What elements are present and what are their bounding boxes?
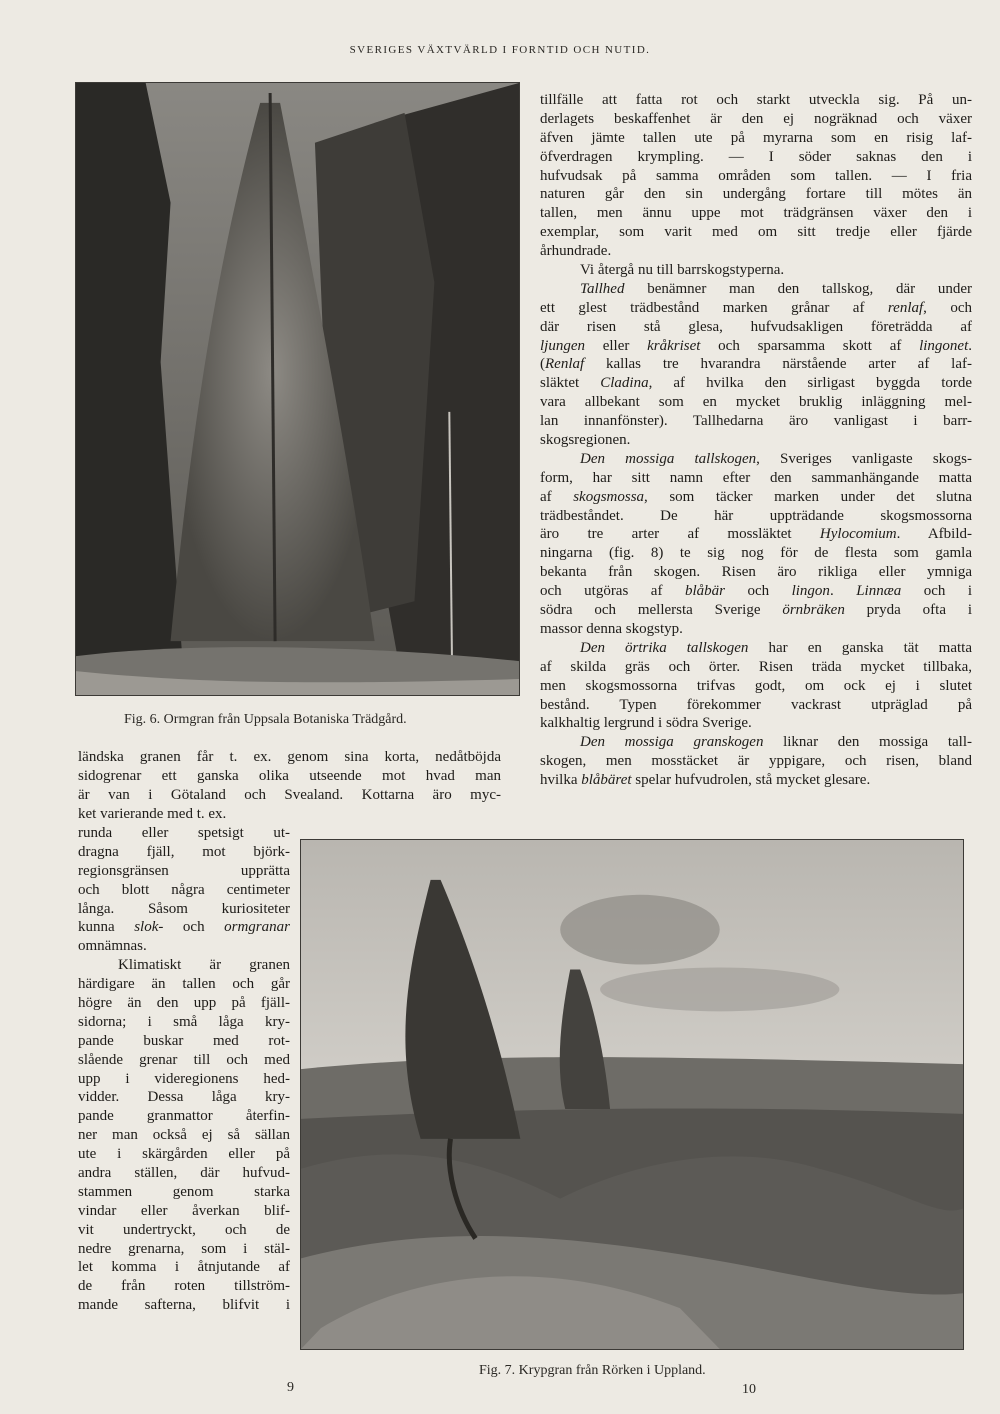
left-text-wide bbox=[78, 748, 501, 824]
text-line: sidorna; i små låga kry- bbox=[78, 1013, 290, 1030]
text-line: form, har sitt namn efter den sammanhängande matta bbox=[540, 469, 972, 486]
text-line: ner man också ej så sällan bbox=[78, 1127, 290, 1144]
text-line: massor denna skogstyp. bbox=[540, 620, 683, 637]
text-line: Vi återgå nu till barrskogstyperna. bbox=[580, 262, 785, 279]
text-line: skogen, men mosstäcket är yppigare, och risen, bland bbox=[540, 753, 972, 770]
figure-7-caption: Fig. 7. Krypgran från Rörken i Uppland. bbox=[479, 1363, 706, 1378]
text-line: bekanta från skogen. Risen äro rikliga eller ymniga bbox=[540, 564, 972, 581]
page-number-left: 9 bbox=[287, 1380, 294, 1395]
text-line: naturen går den sin undergång fortare till mötes än bbox=[540, 186, 972, 203]
text-line: derlagets beskaffenhet är den ej nogräknad och växer bbox=[540, 110, 972, 127]
text-line: kunna slok- och ormgranar bbox=[78, 919, 290, 936]
text-line: ningarna (fig. 8) te sig nog för de flesta som gamla bbox=[540, 545, 972, 562]
text-line: omnämnas. bbox=[78, 938, 147, 955]
text-line: Tallhed benämner man den tallskog, där under bbox=[580, 280, 972, 297]
text-line: hvilka blåbäret spelar hufvudrolen, stå mycket glesare. bbox=[540, 772, 871, 789]
text-line: Klimatiskt är granen bbox=[118, 957, 290, 974]
text-line: århundrade. bbox=[540, 243, 612, 260]
text-line: ute i skärgården eller på bbox=[78, 1146, 290, 1163]
text-line: mande safterna, blifvit i bbox=[78, 1297, 290, 1314]
text-line: let komma i åtnjutande af bbox=[78, 1259, 290, 1276]
text-line: (Renlaf kallas tre hvarandra närstående arter af laf- bbox=[540, 356, 972, 373]
text-line: de från roten tillström- bbox=[78, 1278, 290, 1295]
text-line: upp i videregionens hed- bbox=[78, 1070, 290, 1087]
text-line: högre än den upp på fjäll- bbox=[78, 995, 290, 1012]
text-line: af skilda gräs och örter. Risen träda mycket tillbaka, bbox=[540, 658, 972, 675]
text-line: och utgöras af blåbär och lingon. Linnæa och i bbox=[540, 583, 973, 600]
text-line: sidogrenar ett ganska olika utseende mot hvad man bbox=[78, 767, 501, 784]
text-line: Den mossiga granskogen liknar den mossiga tall- bbox=[580, 734, 973, 751]
text-line: nedre grenarna, som i stäl- bbox=[78, 1240, 290, 1257]
text-line: dragna fjäll, mot björk- bbox=[78, 843, 290, 860]
text-line: andra ställen, där hufvud- bbox=[78, 1165, 290, 1182]
text-line: hufvudsak på samma områden som tallen. — I fria bbox=[540, 167, 972, 184]
text-line: slående grenar till och med bbox=[78, 1051, 290, 1068]
text-line: äfven jämte tallen ute på myrarna som en risig laf- bbox=[540, 129, 972, 146]
text-line: stammen genom starka bbox=[78, 1183, 290, 1200]
text-line: öfverdragen krympling. — I söder saknas den i bbox=[540, 148, 972, 165]
text-line: runda eller spetsigt ut- bbox=[78, 825, 290, 841]
text-line: ket varierande med t. ex. bbox=[78, 805, 227, 822]
text-line: ljungen eller kråkriset och sparsamma skott af lingonet. bbox=[540, 337, 972, 354]
text-line: ett glest trädbestånd marken grånar af renlaf, och bbox=[540, 299, 972, 316]
right-text-column bbox=[540, 91, 972, 790]
text-line: men skogsmossorna trifvas godt, om ock ej i slutet bbox=[540, 677, 972, 694]
figure-7-creeping-spruce-photo bbox=[300, 839, 964, 1350]
text-line: där risen stå glesa, hufvudsakligen företrädda af bbox=[540, 318, 972, 335]
text-line: vit undertryckt, och de bbox=[78, 1221, 290, 1238]
text-line: skogsregionen. bbox=[540, 432, 631, 449]
text-line: exemplar, som varit med om sitt tredje eller fjärde bbox=[540, 224, 972, 241]
text-line: trädbeståndet. De här uppträdande skogsmossorna bbox=[540, 507, 972, 524]
text-line: ländska granen får t. ex. genom sina korta, nedåtböjda bbox=[78, 749, 501, 765]
text-line: södra och mellersta Sverige örnbräken pryda ofta i bbox=[540, 602, 972, 619]
text-line: är van i Götaland och Svealand. Kottarna äro myc- bbox=[78, 786, 501, 803]
text-line: Den mossiga tallskogen, Sveriges vanligaste skogs- bbox=[580, 450, 972, 467]
text-line: äro tre arter af mossläktet Hylocomium. Afbild- bbox=[540, 526, 972, 543]
figure-6-caption: Fig. 6. Ormgran från Uppsala Botaniska Trädgård. bbox=[124, 712, 407, 727]
text-line: släktet Cladina, af hvilka den sirligast byggda torde bbox=[540, 375, 973, 392]
running-header: SVERIGES VÄXTVÄRLD I FORNTID OCH NUTID. bbox=[349, 44, 651, 56]
text-line: Den örtrika tallskogen har en ganska tät matta bbox=[580, 639, 972, 656]
text-line: långa. Såsom kuriositeter bbox=[78, 900, 290, 917]
text-line: pande buskar med rot- bbox=[78, 1032, 290, 1049]
text-line: och blott några centimeter bbox=[78, 881, 290, 898]
left-text-narrow bbox=[78, 824, 290, 1315]
text-line: vindar eller åverkan blif- bbox=[78, 1202, 290, 1219]
text-line: pande granmattor återfin- bbox=[78, 1108, 290, 1125]
text-line: vidder. Dessa låga kry- bbox=[78, 1089, 290, 1106]
text-line: af skogsmossa, som täcker marken under det slutna bbox=[540, 488, 972, 505]
text-line: tallen, men ännu uppe mot trädgränsen växer den i bbox=[540, 205, 972, 222]
text-line: härdigare än tallen och går bbox=[78, 976, 290, 993]
figure-6-weeping-spruce-photo bbox=[75, 82, 520, 696]
text-line: lan innanfönster). Tallhedarna äro vanligast i barr- bbox=[540, 413, 972, 430]
text-line: kalkhaltig lergrund i södra Sverige. bbox=[540, 715, 752, 732]
text-line: vara allbekant som en mycket bruklig inläggning mel- bbox=[540, 394, 972, 411]
text-line: bestånd. Typen förekommer vackrast utpräglad på bbox=[540, 696, 972, 713]
page-number-right: 10 bbox=[742, 1382, 756, 1397]
text-line: regionsgränsen upprätta bbox=[78, 862, 290, 879]
text-line: tillfälle att fatta rot och starkt utveckla sig. På un- bbox=[540, 92, 972, 108]
